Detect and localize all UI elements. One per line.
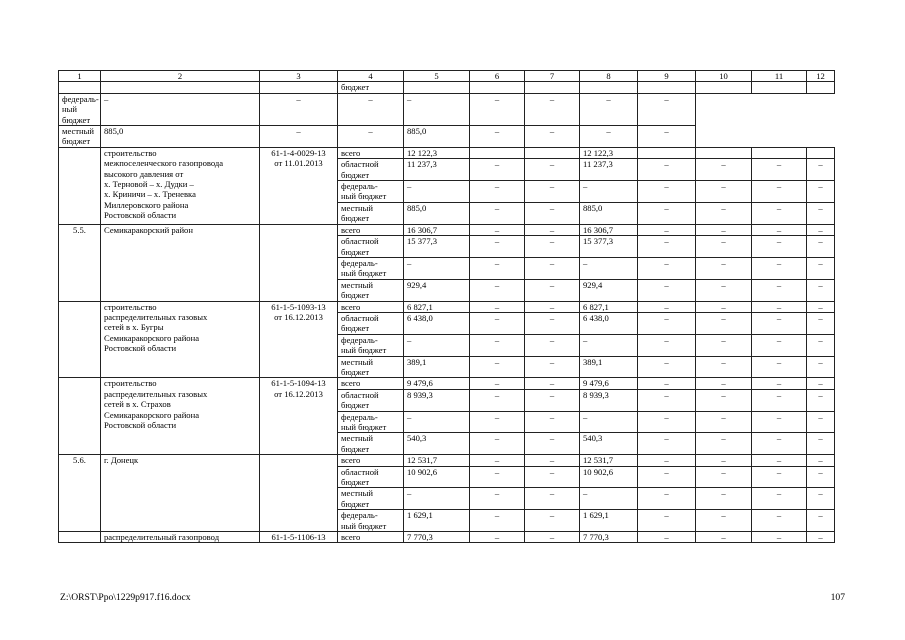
column-header: 2 <box>101 71 260 82</box>
value-cell: – <box>752 466 807 488</box>
funding-source-cell: областной бюджет <box>338 389 404 411</box>
object-name-cell: строительство распределительных газовых сетей в х. Бугры Семикаракорского района Ростовской области <box>101 301 260 378</box>
value-cell <box>807 147 835 158</box>
value-cell: – <box>807 236 835 258</box>
value-cell: – <box>580 257 638 279</box>
budget-table <box>58 70 835 543</box>
value-cell: – <box>638 257 696 279</box>
column-header: 3 <box>260 71 338 82</box>
funding-source-cell: местный бюджет <box>59 126 101 148</box>
value-cell: – <box>525 466 580 488</box>
value-cell: – <box>638 488 696 510</box>
value-cell: – <box>752 236 807 258</box>
value-cell: – <box>696 279 752 301</box>
value-cell: – <box>807 433 835 455</box>
value-cell: 6 438,0 <box>404 312 470 334</box>
value-cell: – <box>696 532 752 543</box>
value-cell: – <box>470 411 525 433</box>
row-number-cell: 5.5. <box>59 224 101 301</box>
value-cell: – <box>752 532 807 543</box>
registration-cell: 61-1-5-1094-13 от 16.12.2013 <box>260 378 338 455</box>
column-header: 1 <box>59 71 101 82</box>
value-cell: – <box>752 389 807 411</box>
value-cell: – <box>525 93 580 125</box>
value-cell: – <box>638 455 696 466</box>
value-cell: – <box>752 202 807 224</box>
value-cell: 11 237,3 <box>580 159 638 181</box>
funding-source-cell: федераль- ный бюджет <box>338 510 404 532</box>
value-cell: – <box>525 389 580 411</box>
funding-source-cell: всего <box>338 378 404 389</box>
value-cell: – <box>696 510 752 532</box>
row-number-cell: 5.6. <box>59 455 101 532</box>
value-cell: 11 237,3 <box>404 159 470 181</box>
value-cell: 885,0 <box>580 202 638 224</box>
value-cell: – <box>470 257 525 279</box>
object-name-cell: строительство межпоселенческого газопровода высокого давления от х. Терновой – х. Дудки – х. Криничи – х. Треневка Миллеровского района Ростовской области <box>101 147 260 224</box>
funding-source-cell: областной бюджет <box>338 236 404 258</box>
value-cell: – <box>525 378 580 389</box>
value-cell: – <box>260 93 338 125</box>
value-cell: – <box>638 159 696 181</box>
column-header: 10 <box>696 71 752 82</box>
value-cell: – <box>696 257 752 279</box>
value-cell: – <box>638 433 696 455</box>
value-cell: – <box>807 411 835 433</box>
value-cell: 6 827,1 <box>580 301 638 312</box>
table-row <box>59 224 835 235</box>
value-cell: – <box>525 301 580 312</box>
value-cell <box>696 82 752 93</box>
value-cell: 9 479,6 <box>404 378 470 389</box>
value-cell: – <box>525 279 580 301</box>
value-cell: – <box>470 455 525 466</box>
value-cell: – <box>470 356 525 378</box>
value-cell: – <box>807 532 835 543</box>
value-cell: – <box>580 93 638 125</box>
value-cell: – <box>807 389 835 411</box>
value-cell: – <box>470 93 525 125</box>
value-cell: 1 629,1 <box>404 510 470 532</box>
value-cell: – <box>752 411 807 433</box>
value-cell: 885,0 <box>404 202 470 224</box>
value-cell: – <box>696 224 752 235</box>
value-cell: – <box>696 488 752 510</box>
value-cell: 10 902,6 <box>404 466 470 488</box>
value-cell: – <box>752 510 807 532</box>
value-cell: – <box>638 312 696 334</box>
value-cell: – <box>696 433 752 455</box>
value-cell: – <box>470 126 525 148</box>
value-cell: – <box>338 93 404 125</box>
value-cell: – <box>752 334 807 356</box>
row-number-cell <box>59 378 101 455</box>
value-cell: – <box>807 257 835 279</box>
value-cell: 6 827,1 <box>404 301 470 312</box>
value-cell: – <box>470 433 525 455</box>
funding-source-cell: областной бюджет <box>338 159 404 181</box>
value-cell: – <box>404 488 470 510</box>
value-cell: 1 629,1 <box>580 510 638 532</box>
value-cell: – <box>638 334 696 356</box>
value-cell: 885,0 <box>404 126 470 148</box>
value-cell: – <box>696 334 752 356</box>
table-row <box>59 147 835 158</box>
value-cell: 540,3 <box>404 433 470 455</box>
value-cell: – <box>807 312 835 334</box>
value-cell: – <box>638 181 696 203</box>
value-cell: 15 377,3 <box>580 236 638 258</box>
value-cell: – <box>807 224 835 235</box>
page-number: 107 <box>830 592 845 603</box>
funding-source-cell: бюджет <box>338 82 404 93</box>
funding-source-cell: федераль- ный бюджет <box>59 93 101 125</box>
value-cell: – <box>696 389 752 411</box>
table-row <box>59 301 835 312</box>
row-number-cell <box>59 532 101 543</box>
value-cell: – <box>696 301 752 312</box>
value-cell: – <box>525 411 580 433</box>
value-cell: – <box>638 93 696 125</box>
value-cell <box>638 82 696 93</box>
table-row <box>59 82 835 93</box>
column-header: 5 <box>404 71 470 82</box>
funding-source-cell: местный бюджет <box>338 279 404 301</box>
value-cell: – <box>525 159 580 181</box>
value-cell: – <box>638 510 696 532</box>
value-cell: – <box>470 159 525 181</box>
registration-cell: 61-1-5-1106-13 <box>260 532 338 543</box>
value-cell: – <box>580 488 638 510</box>
value-cell <box>525 147 580 158</box>
value-cell: 12 122,3 <box>404 147 470 158</box>
value-cell: – <box>752 433 807 455</box>
value-cell: – <box>696 378 752 389</box>
value-cell: – <box>338 126 404 148</box>
value-cell: – <box>580 181 638 203</box>
column-header: 11 <box>752 71 807 82</box>
value-cell <box>638 147 696 158</box>
object-name-cell: строительство распределительных газовых сетей в х. Страхов Семикаракорского района Ростовской области <box>101 378 260 455</box>
value-cell: – <box>752 257 807 279</box>
value-cell: – <box>470 378 525 389</box>
value-cell: – <box>525 257 580 279</box>
value-cell: – <box>525 334 580 356</box>
value-cell: 9 479,6 <box>580 378 638 389</box>
value-cell: – <box>807 334 835 356</box>
value-cell: – <box>470 224 525 235</box>
value-cell: – <box>470 532 525 543</box>
funding-source-cell: федераль- ный бюджет <box>338 334 404 356</box>
column-header: 9 <box>638 71 696 82</box>
value-cell: – <box>470 510 525 532</box>
value-cell: – <box>525 532 580 543</box>
value-cell: – <box>638 532 696 543</box>
value-cell: – <box>807 181 835 203</box>
value-cell <box>696 147 752 158</box>
funding-source-cell: местный бюджет <box>338 202 404 224</box>
value-cell: 12 531,7 <box>404 455 470 466</box>
value-cell: – <box>638 301 696 312</box>
value-cell: – <box>807 356 835 378</box>
value-cell: – <box>638 411 696 433</box>
value-cell: 8 939,3 <box>404 389 470 411</box>
value-cell: 8 939,3 <box>580 389 638 411</box>
value-cell: – <box>696 181 752 203</box>
value-cell: – <box>525 202 580 224</box>
funding-source-cell: федераль- ный бюджет <box>338 411 404 433</box>
value-cell: – <box>638 236 696 258</box>
value-cell: 10 902,6 <box>580 466 638 488</box>
value-cell: – <box>638 466 696 488</box>
funding-source-cell: всего <box>338 455 404 466</box>
value-cell: – <box>696 202 752 224</box>
value-cell: – <box>638 279 696 301</box>
table-header-row <box>59 71 835 82</box>
value-cell: – <box>404 257 470 279</box>
value-cell: 540,3 <box>580 433 638 455</box>
value-cell: – <box>807 159 835 181</box>
object-name-cell: распределительный газопровод <box>101 532 260 543</box>
value-cell: – <box>580 334 638 356</box>
value-cell <box>752 147 807 158</box>
value-cell: – <box>638 389 696 411</box>
row-number-cell <box>59 82 101 93</box>
value-cell: 389,1 <box>580 356 638 378</box>
value-cell: – <box>525 126 580 148</box>
value-cell: – <box>696 455 752 466</box>
registration-cell <box>260 455 338 532</box>
value-cell: – <box>696 411 752 433</box>
value-cell: – <box>580 411 638 433</box>
value-cell <box>470 147 525 158</box>
value-cell: – <box>470 301 525 312</box>
value-cell: – <box>525 181 580 203</box>
value-cell: – <box>752 455 807 466</box>
value-cell: 16 306,7 <box>404 224 470 235</box>
value-cell: – <box>807 279 835 301</box>
value-cell: 16 306,7 <box>580 224 638 235</box>
object-name-cell: г. Донецк <box>101 455 260 532</box>
value-cell: 929,4 <box>404 279 470 301</box>
value-cell: – <box>404 334 470 356</box>
value-cell: 7 770,3 <box>404 532 470 543</box>
row-number-cell <box>59 301 101 378</box>
value-cell: – <box>470 181 525 203</box>
value-cell <box>404 82 470 93</box>
value-cell: – <box>525 312 580 334</box>
value-cell: – <box>404 181 470 203</box>
value-cell: 12 531,7 <box>580 455 638 466</box>
value-cell: – <box>638 224 696 235</box>
object-name-cell: Семикаракорский район <box>101 224 260 301</box>
funding-source-cell: областной бюджет <box>338 312 404 334</box>
value-cell: – <box>807 488 835 510</box>
column-header: 7 <box>525 71 580 82</box>
value-cell: – <box>101 93 260 125</box>
value-cell: – <box>470 312 525 334</box>
value-cell: – <box>470 279 525 301</box>
value-cell: – <box>752 378 807 389</box>
column-header: 8 <box>580 71 638 82</box>
registration-cell: 61-1-5-1093-13 от 16.12.2013 <box>260 301 338 378</box>
value-cell: 929,4 <box>580 279 638 301</box>
funding-source-cell: всего <box>338 532 404 543</box>
value-cell: – <box>638 356 696 378</box>
table-row <box>59 532 835 543</box>
value-cell: – <box>525 455 580 466</box>
funding-source-cell: федераль- ный бюджет <box>338 181 404 203</box>
value-cell: – <box>525 510 580 532</box>
table-row <box>59 126 835 148</box>
funding-source-cell: всего <box>338 147 404 158</box>
value-cell: – <box>752 279 807 301</box>
value-cell: – <box>404 411 470 433</box>
funding-source-cell: местный бюджет <box>338 356 404 378</box>
value-cell: – <box>696 466 752 488</box>
funding-source-cell: федераль- ный бюджет <box>338 257 404 279</box>
table-row <box>59 455 835 466</box>
value-cell: – <box>580 126 638 148</box>
value-cell: – <box>470 466 525 488</box>
value-cell <box>807 82 835 93</box>
value-cell: – <box>525 488 580 510</box>
value-cell: – <box>807 455 835 466</box>
value-cell: – <box>696 312 752 334</box>
value-cell: – <box>752 181 807 203</box>
value-cell: – <box>752 224 807 235</box>
value-cell: 12 122,3 <box>580 147 638 158</box>
row-number-cell <box>59 147 101 224</box>
value-cell: – <box>752 356 807 378</box>
funding-source-cell: областной бюджет <box>338 466 404 488</box>
value-cell: 6 438,0 <box>580 312 638 334</box>
value-cell: – <box>696 236 752 258</box>
value-cell: – <box>404 93 470 125</box>
value-cell: – <box>696 356 752 378</box>
value-cell: – <box>525 433 580 455</box>
value-cell: – <box>470 389 525 411</box>
column-header: 4 <box>338 71 404 82</box>
object-name-cell <box>101 82 260 93</box>
funding-source-cell: местный бюджет <box>338 488 404 510</box>
value-cell: – <box>638 126 696 148</box>
registration-cell: 61-1-4-0029-13 от 11.01.2013 <box>260 147 338 224</box>
value-cell: – <box>807 510 835 532</box>
funding-source-cell: всего <box>338 224 404 235</box>
value-cell <box>470 82 525 93</box>
table-row <box>59 93 835 125</box>
value-cell: – <box>470 236 525 258</box>
value-cell: 389,1 <box>404 356 470 378</box>
value-cell: – <box>525 236 580 258</box>
value-cell: – <box>807 301 835 312</box>
column-header: 6 <box>470 71 525 82</box>
value-cell: – <box>525 356 580 378</box>
value-cell: – <box>470 488 525 510</box>
value-cell: 885,0 <box>101 126 260 148</box>
registration-cell <box>260 82 338 93</box>
value-cell: – <box>638 378 696 389</box>
footer-file-path: Z:\ORST\Ppo\1229p917.f16.docx <box>60 592 191 603</box>
column-header: 12 <box>807 71 835 82</box>
value-cell: – <box>696 159 752 181</box>
value-cell: – <box>470 202 525 224</box>
value-cell: – <box>807 466 835 488</box>
value-cell: – <box>470 334 525 356</box>
registration-cell <box>260 224 338 301</box>
value-cell: 15 377,3 <box>404 236 470 258</box>
value-cell <box>752 82 807 93</box>
value-cell: – <box>752 301 807 312</box>
value-cell <box>580 82 638 93</box>
value-cell: – <box>525 224 580 235</box>
funding-source-cell: местный бюджет <box>338 433 404 455</box>
funding-source-cell: всего <box>338 301 404 312</box>
value-cell: – <box>752 488 807 510</box>
value-cell: – <box>638 202 696 224</box>
value-cell: – <box>807 378 835 389</box>
value-cell <box>525 82 580 93</box>
table-row <box>59 378 835 389</box>
value-cell: – <box>807 202 835 224</box>
value-cell: – <box>260 126 338 148</box>
value-cell: 7 770,3 <box>580 532 638 543</box>
value-cell: – <box>752 312 807 334</box>
value-cell: – <box>752 159 807 181</box>
